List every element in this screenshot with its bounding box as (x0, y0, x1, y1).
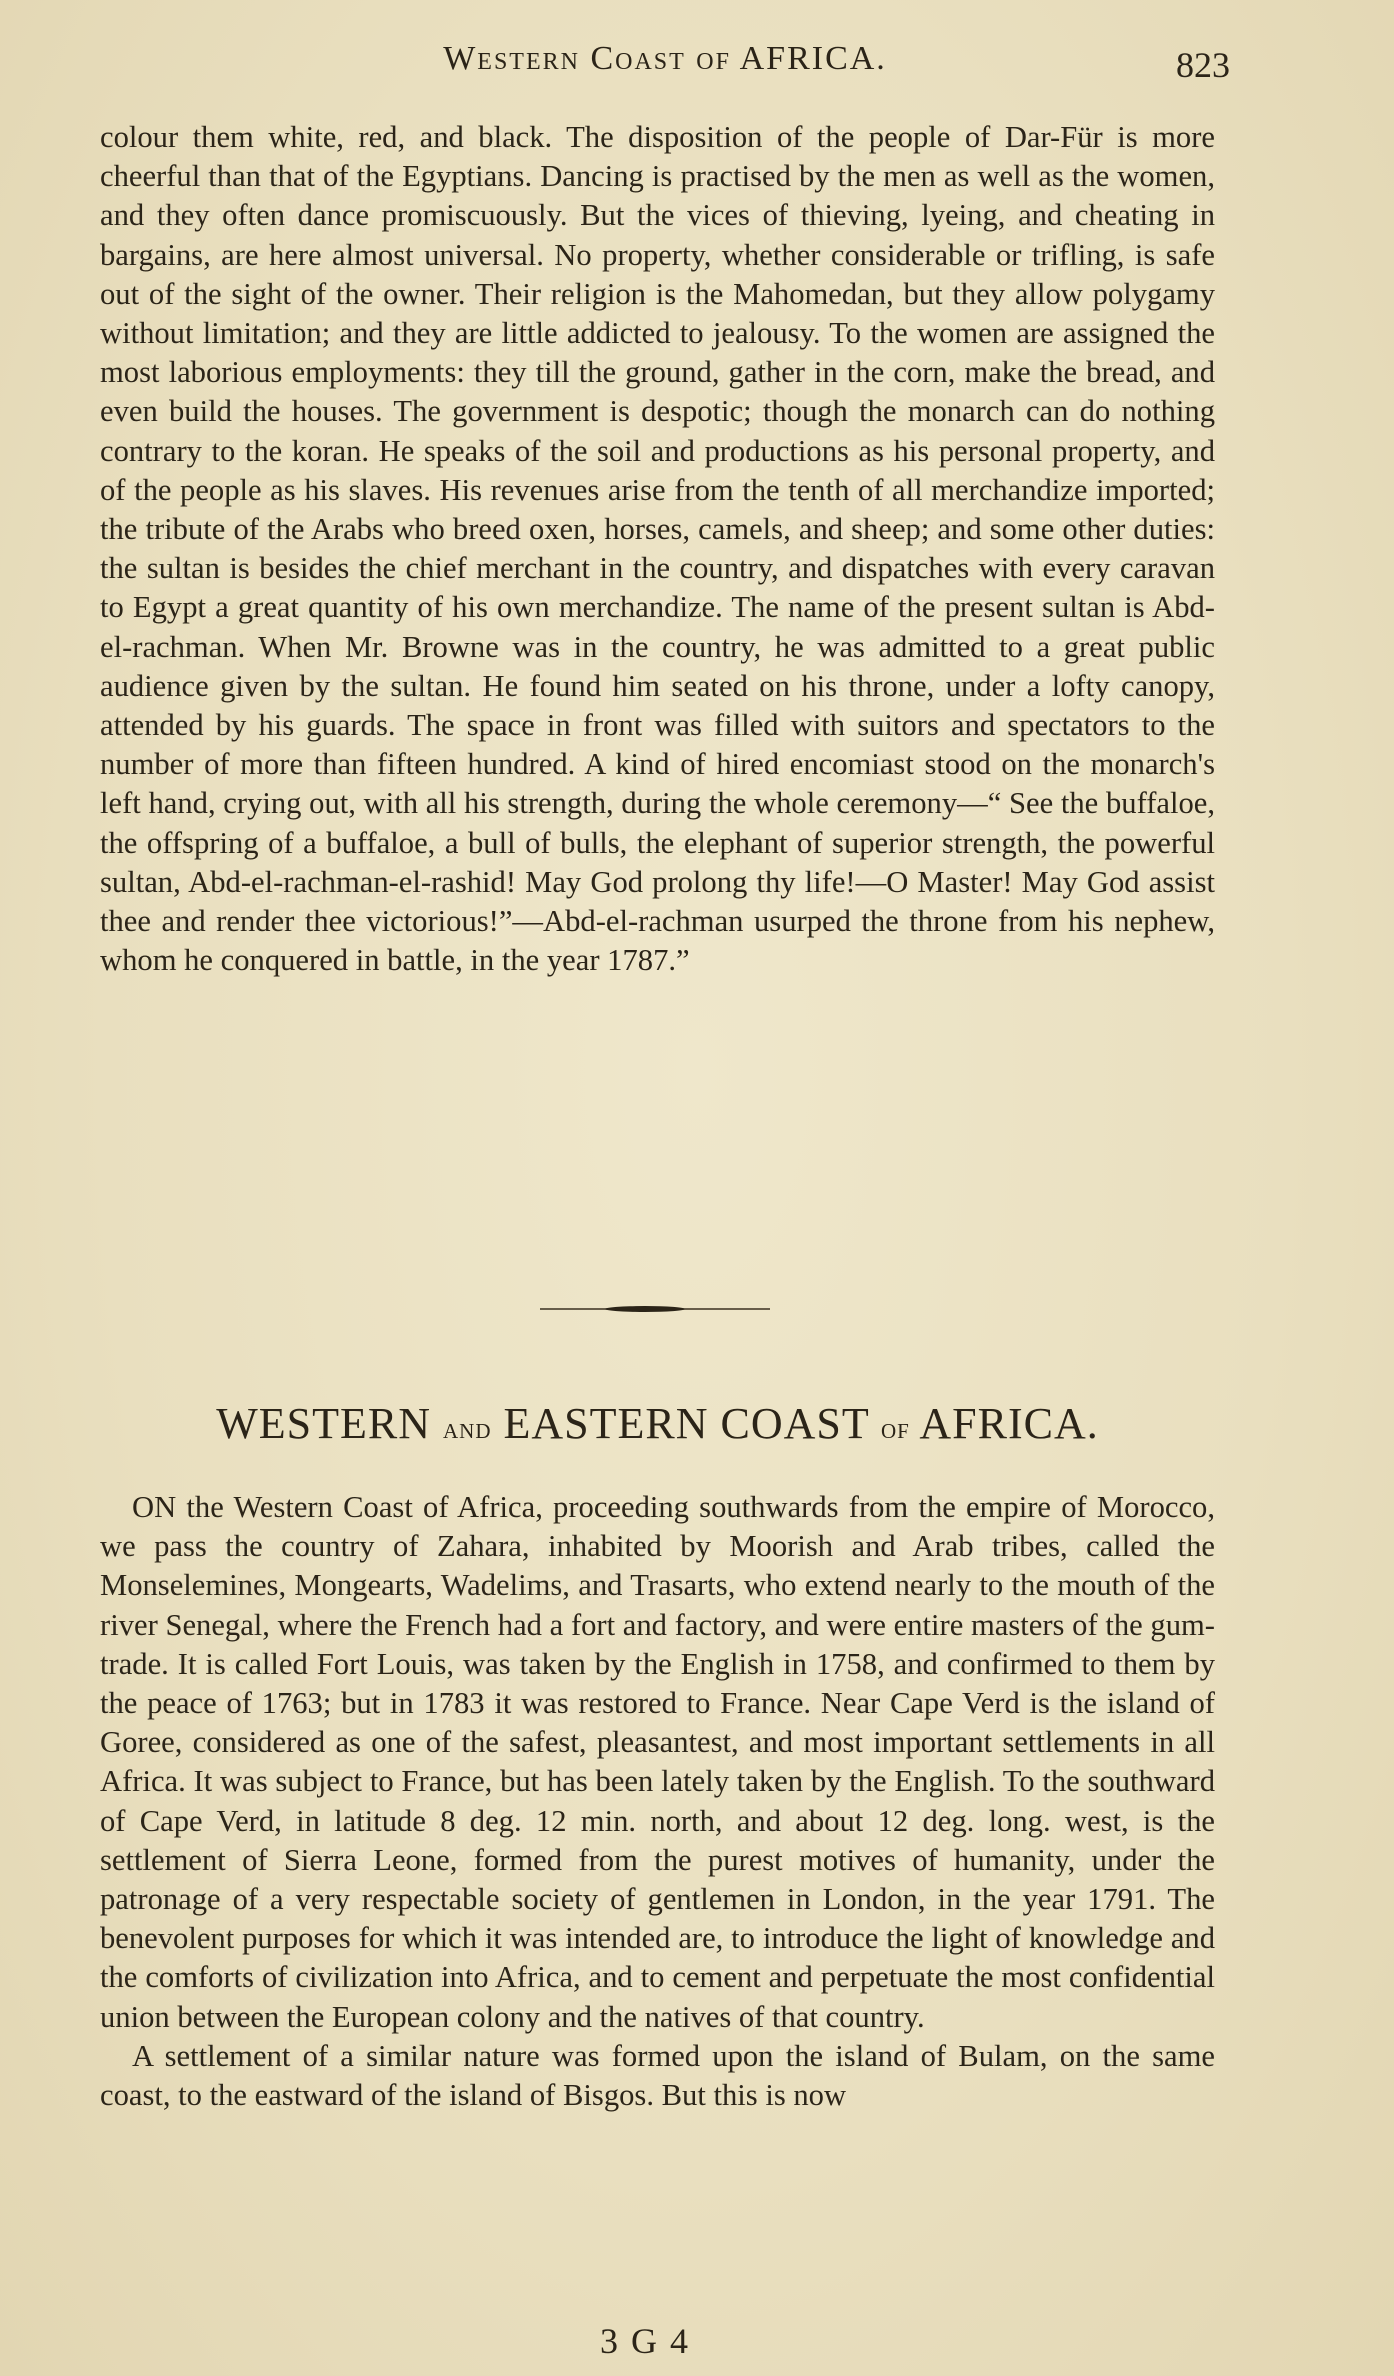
heading-western: WESTERN (216, 1399, 431, 1448)
signature-mark: 3 G 4 (600, 2321, 690, 2361)
paragraph-western-coast: ON the Western Coast of Africa, proceeding southwards from the empire of Morocco, we pass the country of Zahara, inhabited by Moorish and Arab tribes, called the Monselemines, Mongearts, Wadelims, and Trasarts, who extend nearly to the mouth of the river Senegal, where the French had a fort and factory, and were entire masters of the gum-trade. It is called Fort Louis, was taken by the English in 1758, and confirmed to them by the peace of 1763; but in 1783 it was restored to France. Near Cape Verd is the island of Goree, considered as one of the safest, pleasantest, and most important settlements in all Africa. It was subject to France, but has been lately taken by the English. To the southward of Cape Verd, in latitude 8 deg. 12 min. north, and about 12 deg. long. west, is the settlement of Sierra Leone, formed from the purest motives of humanity, under the patronage of a very respectable society of gentlemen in London, in the year 1791. The benevolent purposes for which it was intended are, to introduce the light of knowledge and the comforts of civilization into Africa, and to cement and perpetuate the most confidential union between the European colony and the natives of that country. (100, 1490, 1215, 2034)
paragraph-dar-fur: colour them white, red, and black. The disposition of the people of Dar-Für is more cheerful than that of the Egyptians. Dancing is practised by the men as well as the women, and they often dance promiscuously. But the vices of thieving, lyeing, and cheating in bargains, are here almost universal. No property, whether considerable or trifling, is safe out of the sight of the owner. Their religion is the Mahomedan, but they allow polygamy without limitation; and they are little addicted to jealousy. To the women are assigned the most laborious employments: they till the ground, gather in the corn, make the bread, and even build the houses. The government is despotic; though the monarch can do nothing contrary to the koran. He speaks of the soil and productions as his personal property, and of the people as his slaves. His revenues arise from the tenth of all merchandize imported; the tribute of the Arabs who breed oxen, horses, camels, and sheep; and some other duties: the sultan is besides the chief merchant in the country, and dispatches with every caravan to Egypt a great quantity of his own merchandize. The name of the present sultan is Abd-el-rachman. When Mr. Browne was in the country, he was admitted to a great public audience given by the sultan. He found him seated on his throne, under a lofty canopy, attended by his guards. The space in front was filled with suitors and spectators to the number of more than fifteen hundred. A kind of hired encomiast stood on the monarch's left hand, crying out, with all his strength, during the whole ceremony—“ See the buffaloe, the offspring of a buffaloe, a bull of bulls, the elephant of superior strength, the powerful sultan, Abd-el-rachman-el-rashid! May God prolong thy life!—O Master! May God assist thee and render thee victorious!”—Abd-el-rachman usurped the throne from his nephew, whom he conquered in battle, in the year 1787.” (100, 120, 1215, 978)
page-number: 823 (1176, 45, 1230, 85)
section-2-text (100, 1488, 1215, 2115)
heading-of: of (880, 1412, 910, 1445)
heading-eastern-coast: EASTERN COAST (503, 1399, 869, 1448)
section-heading (100, 1398, 1215, 1449)
section-divider-ornament (540, 1305, 770, 1313)
paragraph-bulam: A settlement of a similar nature was formed upon the island of Bulam, on the same coast, to the eastward of the island of Bisgos. But this is now (100, 2038, 1215, 2113)
section-1-text (100, 118, 1215, 980)
heading-and: and (443, 1412, 492, 1445)
heading-africa: AFRICA. (919, 1399, 1099, 1448)
running-title: Western Coast of AFRICA. (443, 40, 887, 77)
running-head (100, 40, 1230, 90)
